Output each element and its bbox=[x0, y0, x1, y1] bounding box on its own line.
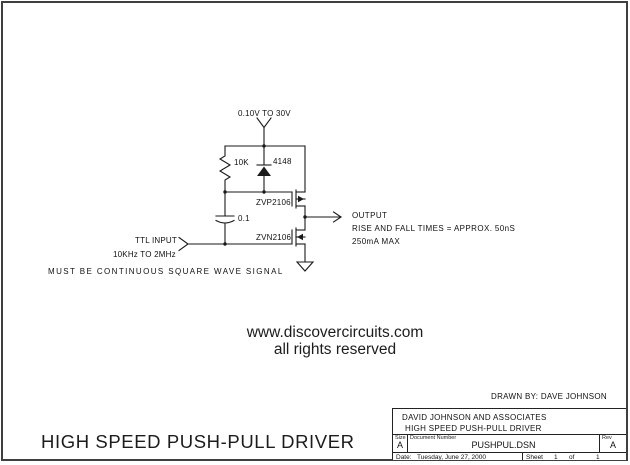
resistor-value-label: 10K bbox=[234, 158, 249, 167]
capacitor-value-label: 0.1 bbox=[238, 214, 250, 223]
input-frequency-label: 10KHz TO 2MHz bbox=[113, 250, 176, 259]
date-label: Date: bbox=[396, 454, 412, 460]
title-block-date-row bbox=[393, 453, 626, 460]
document-number-label: Document Number bbox=[410, 435, 457, 441]
sheet-cell bbox=[522, 453, 626, 460]
output-note-rise-fall: RISE AND FALL TIMES = APPROX. 50nS bbox=[352, 224, 516, 233]
rev-value: A bbox=[609, 440, 616, 450]
sheet-label: Sheet bbox=[526, 454, 543, 460]
date-value: Tuesday, June 27, 2000 bbox=[417, 454, 487, 460]
ground-icon bbox=[297, 262, 313, 271]
drawn-by-text: DRAWN BY: DAVE JOHNSON bbox=[491, 392, 607, 401]
size-value: A bbox=[396, 440, 403, 450]
title-block bbox=[392, 408, 626, 460]
nmos-arrow bbox=[297, 234, 303, 240]
rev-label: Rev bbox=[602, 435, 612, 441]
nmos-label: ZVN2106 bbox=[256, 233, 292, 242]
document-number-value: PUSHPUL.DSN bbox=[471, 440, 536, 450]
total-sheets-value: 1 bbox=[596, 454, 600, 460]
rev-cell bbox=[600, 435, 626, 452]
pmos-arrow bbox=[298, 196, 304, 202]
junction-dot bbox=[303, 215, 306, 218]
power-arrow-icon bbox=[257, 118, 271, 128]
junction-dot bbox=[262, 144, 265, 147]
drawing-title: HIGH SPEED PUSH-PULL DRIVER bbox=[405, 424, 542, 433]
resistor-symbol bbox=[220, 146, 230, 192]
capacitor-plate-bottom bbox=[216, 221, 234, 224]
diode-triangle bbox=[257, 167, 271, 177]
of-label: of bbox=[569, 454, 575, 460]
input-arrow-icon bbox=[179, 238, 188, 251]
pmos-label: ZVP2106 bbox=[256, 198, 291, 207]
website-url: www.discovercircuits.com bbox=[246, 324, 424, 341]
input-note: MUST BE CONTINUOUS SQUARE WAVE SIGNAL bbox=[48, 267, 284, 276]
input-label: TTL INPUT bbox=[135, 236, 177, 245]
sheet-value: 1 bbox=[554, 454, 558, 460]
output-label: OUTPUT bbox=[352, 211, 388, 220]
title-block-doc-row bbox=[393, 435, 626, 453]
title-block-header-row bbox=[393, 409, 626, 435]
junction-dot bbox=[223, 242, 226, 245]
size-label: Size bbox=[395, 435, 406, 441]
page-title: HIGH SPEED PUSH-PULL DRIVER bbox=[41, 431, 355, 452]
document-cell bbox=[408, 435, 600, 452]
output-note-current: 250mA MAX bbox=[352, 237, 401, 246]
rights-text: all rights reserved bbox=[273, 340, 397, 358]
watermark bbox=[185, 325, 485, 358]
junction-dot bbox=[262, 190, 265, 193]
diode-value-label: 4148 bbox=[273, 157, 292, 166]
company-name: DAVID JOHNSON AND ASSOCIATES bbox=[402, 413, 547, 422]
supply-voltage-label: 0.10V TO 30V bbox=[238, 109, 291, 118]
size-cell bbox=[393, 435, 408, 452]
junction-dot bbox=[223, 190, 226, 193]
